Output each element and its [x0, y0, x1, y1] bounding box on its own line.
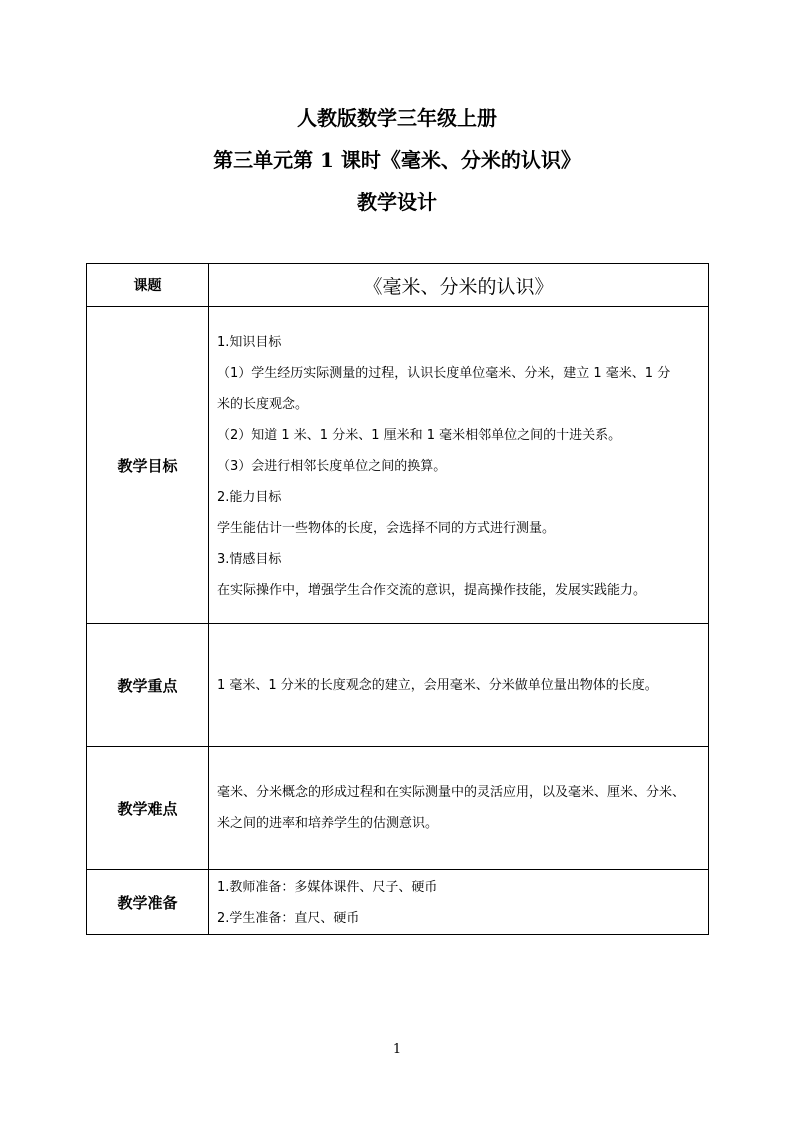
preparation-label: 教学准备	[87, 870, 209, 935]
goals-line: 米的长度观念。	[217, 396, 309, 412]
goals-line: （1）学生经历实际测量的过程，认识长度单位毫米、分米，建立 1 毫米、1 分	[217, 365, 671, 381]
table-row-goals	[87, 307, 709, 624]
table-row-difficulties	[87, 747, 709, 870]
goals-content	[209, 307, 709, 624]
difficulties-label: 教学难点	[87, 747, 209, 870]
goals-line: 1.知识目标	[217, 334, 282, 350]
difficulties-line: 米之间的进率和培养学生的估测意识。	[217, 816, 439, 831]
table-row-key-points	[87, 624, 709, 747]
preparation-content	[209, 870, 709, 935]
goals-line: 3.情感目标	[217, 551, 282, 567]
document-title-textbook: 人教版数学三年级上册	[297, 106, 497, 130]
key-points-content: 1 毫米、1 分米的长度观念的建立，会用毫米、分米做单位量出物体的长度。	[209, 624, 709, 747]
goals-label: 教学目标	[87, 307, 209, 624]
lesson-plan-table	[86, 263, 709, 935]
document-title-type: 教学设计	[357, 190, 437, 214]
goals-line: （3）会进行相邻长度单位之间的换算。	[217, 458, 447, 474]
goals-line: 在实际操作中，增强学生合作交流的意识，提高操作技能，发展实践能力。	[217, 582, 647, 598]
goals-line: （2）知道 1 米、1 分米、1 厘米和 1 毫米相邻单位之间的十进关系。	[217, 427, 622, 443]
goals-line: 2.能力目标	[217, 489, 282, 505]
table-row-preparation	[87, 870, 709, 935]
difficulties-content	[209, 747, 709, 870]
preparation-line: 1.教师准备：多媒体课件、尺子、硬币	[217, 880, 438, 895]
table-row-topic	[87, 264, 709, 307]
goals-line: 学生能估计一些物体的长度，会选择不同的方式进行测量。	[217, 520, 556, 536]
page-number: 1	[392, 1042, 402, 1057]
preparation-line: 2.学生准备：直尺、硬币	[217, 911, 360, 926]
key-points-label: 教学重点	[87, 624, 209, 747]
difficulties-line: 毫米、分米概念的形成过程和在实际测量中的灵活应用，以及毫米、厘米、分米、	[217, 785, 686, 800]
topic-value: 《毫米、分米的认识》	[209, 264, 709, 307]
topic-label: 课题	[87, 264, 209, 307]
document-title-lesson: 第三单元第 1 课时《毫米、分米的认识》	[213, 148, 581, 172]
